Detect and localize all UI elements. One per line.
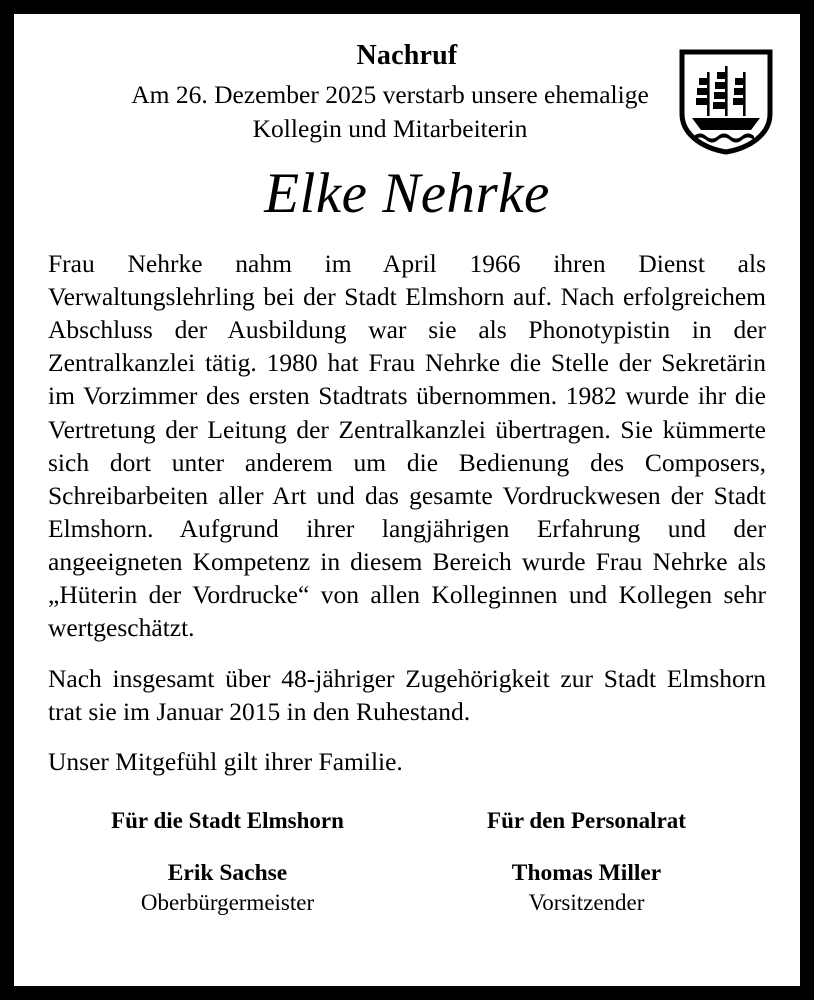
body-paragraph: Frau Nehrke nahm im April 1966 ihren Dienst als Verwaltungslehrling bei der Stadt Elmshorn auf. Nach erfolgreichem Abschluss der Ausbildung war sie als Phonotypistin in der Zentralkanzlei tätig. 1980 hat Frau Nehrke die Stelle der Sekretärin im Vorzimmer des ersten Stadtrats übernommen. 1982 wurde ihr die Vertretung der Leitung der Zentralkanzlei übertragen. Sie kümmerte sich dort unter anderem um die Bedienung des Composers, Schreibarbeiten aller Art und das gesamte Vordruckwesen der Stadt Elmshorn. Aufgrund ihrer langjährigen Erfahrung und der angeeigneten Kompetenz in diesem Bereich wurde Frau Nehrke als „Hüterin der Vordrucke“ von allen Kolleginnen und Kollegen sehr wertgeschätzt.: [48, 248, 766, 643]
sailing-ship-coat-of-arms-icon: [678, 48, 774, 156]
body-paragraph: Nach insgesamt über 48-jähriger Zugehörigkeit zur Stadt Elmshorn trat sie im Januar 2015 in den Ruhestand.: [48, 663, 766, 726]
signature-person: Thomas Miller: [511, 859, 662, 886]
notice-body: [48, 247, 766, 778]
signature-works-council: [407, 808, 766, 916]
signature-block: [48, 808, 766, 916]
signature-role: Oberbürgermeister: [140, 889, 315, 915]
page-title: Nachruf: [356, 40, 458, 71]
obituary-notice: [14, 14, 800, 986]
notice-header: [48, 40, 766, 145]
signature-city: [48, 808, 407, 916]
notice-lede: Am 26. Dezember 2025 verstarb unsere ehemalige Kollegin und Mitarbeiterin: [131, 80, 649, 143]
body-paragraph: Unser Mitgefühl gilt ihrer Familie.: [48, 746, 403, 776]
deceased-name: Elke Nehrke: [264, 162, 550, 226]
signature-org: Für den Personalrat: [487, 807, 686, 833]
signature-person: Erik Sachse: [167, 859, 288, 886]
signature-role: Vorsitzender: [528, 889, 645, 915]
signature-org: Für die Stadt Elmshorn: [111, 807, 344, 833]
